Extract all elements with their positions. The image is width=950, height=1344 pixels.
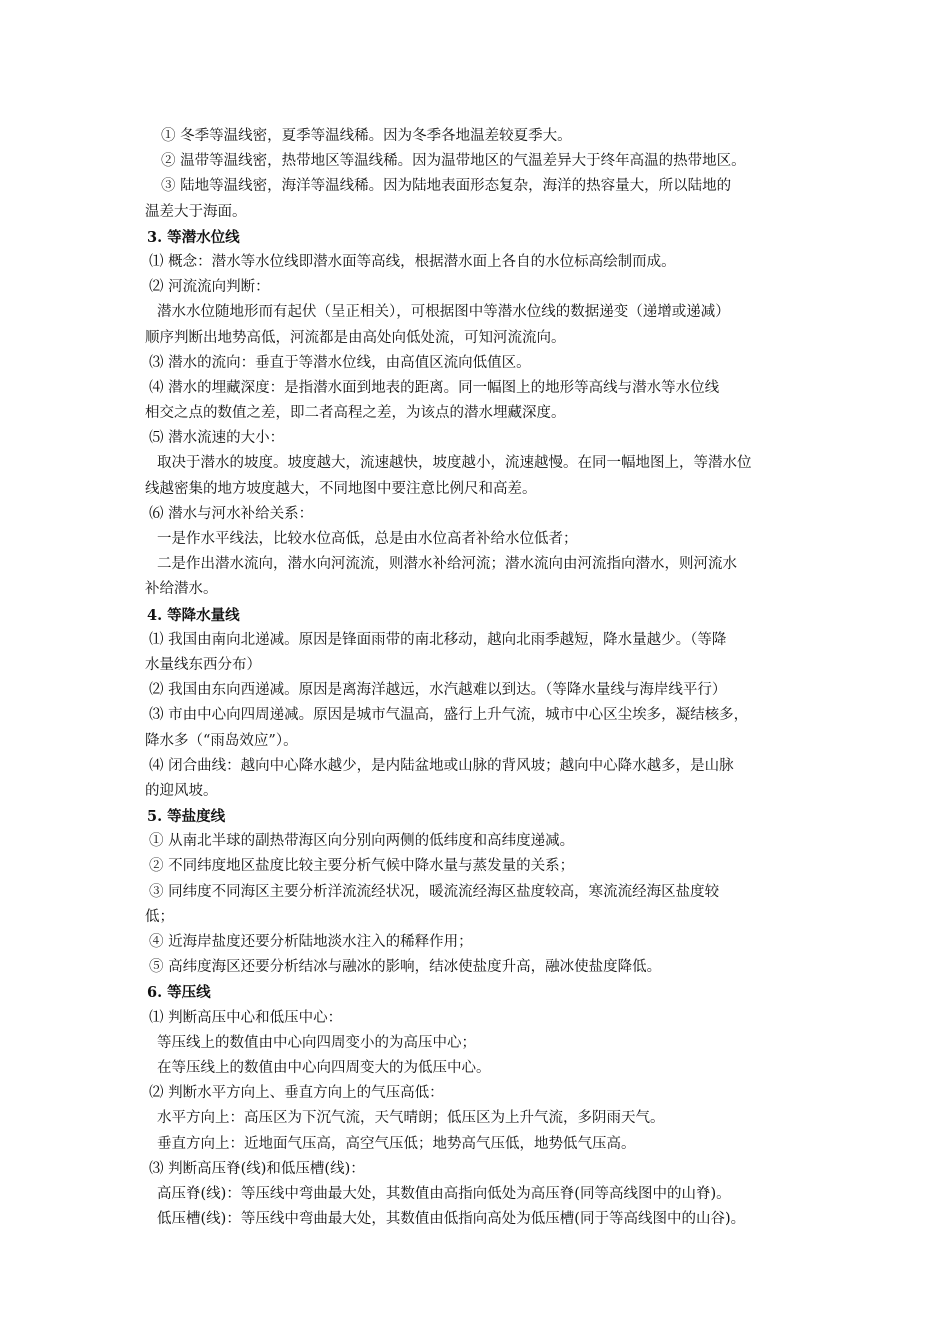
text-line: ③ 同纬度不同海区主要分析洋流流经状况，暖流流经海区盐度较高，寒流流经海区盐度较 [149,883,720,900]
section-heading: 4. 等降水量线 [147,606,240,624]
text-line: ⑴ 我国由南向北递减。原因是锋面雨带的南北移动，越向北雨季越短，降水量越少。（等降 [149,631,727,648]
section-heading: 3. 等潜水位线 [147,228,240,246]
text-line: 一是作水平线法，比较水位高低，总是由水位高者补给水位低者； [157,531,578,547]
text-line: ⑵ 判断水平方向上、垂直方向上的气压高低： [149,1085,444,1102]
text-line: 潜水水位随地形而有起伏（呈正相关），可根据图中等潜水位线的数据递变（递增或递减） [157,304,730,321]
text-line: 垂直方向上：近地面气压高，高空气压低；地势高气压低，地势低气压高。 [157,1135,636,1152]
text-line: 二是作出潜水流向，潜水向河流流，则潜水补给河流；潜水流向由河流指向潜水，则河流水 [157,556,737,573]
text-line: ⑴ 概念：潜水等水位线即潜水面等高线，根据潜水面上各自的水位标高绘制而成。 [149,253,676,270]
text-line: ⑤ 高纬度海区还要分析结冰与融冰的影响，结冰使盐度升高，融冰使盐度降低。 [149,959,662,976]
section-heading: 6. 等压线 [147,984,211,1002]
text-line: ③ 陆地等温线密，海洋等温线稀。因为陆地表面形态复杂，海洋的热容量大，所以陆地的 [161,178,732,195]
text-line: 水平方向上：高压区为下沉气流，天气晴朗；低压区为上升气流，多阴雨天气。 [157,1110,665,1127]
text-line: 水量线东西分布） [145,656,261,673]
text-line: 顺序判断出地势高低，河流都是由高处向低处流，可知河流流向。 [145,329,566,346]
text-line: ⑶ 市由中心向四周递减。原因是城市气温高，盛行上升气流，城市中心区尘埃多，凝结核多， [149,707,749,724]
text-line: 相交之点的数值之差，即二者高程之差，为该点的潜水埋藏深度。 [145,405,566,422]
text-line: ⑹ 潜水与河水补给关系： [149,505,314,522]
text-line: 补给潜水。 [145,581,218,598]
text-line: ⑵ 我国由东向西递减。原因是离海洋越远，水汽越难以到达。（等降水量线与海岸线平行） [149,682,727,699]
text-line: ⑶ 判断高压脊(线)和低压槽(线)： [149,1160,365,1177]
text-line: 在等压线上的数值由中心向四周变大的为低压中心。 [157,1059,491,1076]
text-line: 等压线上的数值由中心向四周变小的为高压中心； [157,1034,476,1051]
text-line: 温差大于海面。 [145,203,247,220]
text-line: 低； [145,908,174,925]
document-page [145,124,825,1232]
text-line: ⑶ 潜水的流向：垂直于等潜水位线，由高值区流向低值区。 [149,354,531,371]
text-line: ① 从南北半球的副热带海区向分别向两侧的低纬度和高纬度递减。 [149,833,575,850]
text-line: ② 不同纬度地区盐度比较主要分析气候中降水量与蒸发量的关系； [149,858,575,875]
text-line: ① 冬季等温线密，夏季等温线稀。因为冬季各地温差较夏季大。 [161,128,572,144]
text-line: ⑸ 潜水流速的大小： [149,430,285,447]
text-line: ⑷ 潜水的埋藏深度：是指潜水面到地表的距离。同一幅图上的地形等高线与潜水等水位线 [149,379,720,396]
text-line: ⑵ 河流流向判断： [149,279,270,296]
text-line: 高压脊(线)：等压线中弯曲最大处，其数值由高指向低处为高压脊(同等高线图中的山脊)。 [157,1185,731,1202]
text-line: 取决于潜水的坡度。坡度越大，流速越快，坡度越小，流速越慢。在同一幅地图上，等潜水位 [157,455,752,472]
text-line: ② 温带等温线密，热带地区等温线稀。因为温带地区的气温差异大于终年高温的热带地区。 [161,153,746,170]
text-line: ⑷ 闭合曲线：越向中心降水越少，是内陆盆地或山脉的背风坡；越向中心降水越多，是山脉 [149,757,734,774]
text-line: 的迎风坡。 [145,782,218,799]
section-heading: 5. 等盐度线 [147,808,226,826]
text-line: 低压槽(线)：等压线中弯曲最大处，其数值由低指向高处为低压槽(同于等高线图中的山谷)。 [157,1211,746,1228]
text-line: 线越密集的地方坡度越大，不同地图中要注意比例尺和高差。 [145,480,537,497]
text-line: ⑴ 判断高压中心和低压中心： [149,1009,343,1026]
text-line: 降水多（“雨岛效应”）。 [145,732,298,749]
text-line: ④ 近海岸盐度还要分析陆地淡水注入的稀释作用； [149,934,473,950]
